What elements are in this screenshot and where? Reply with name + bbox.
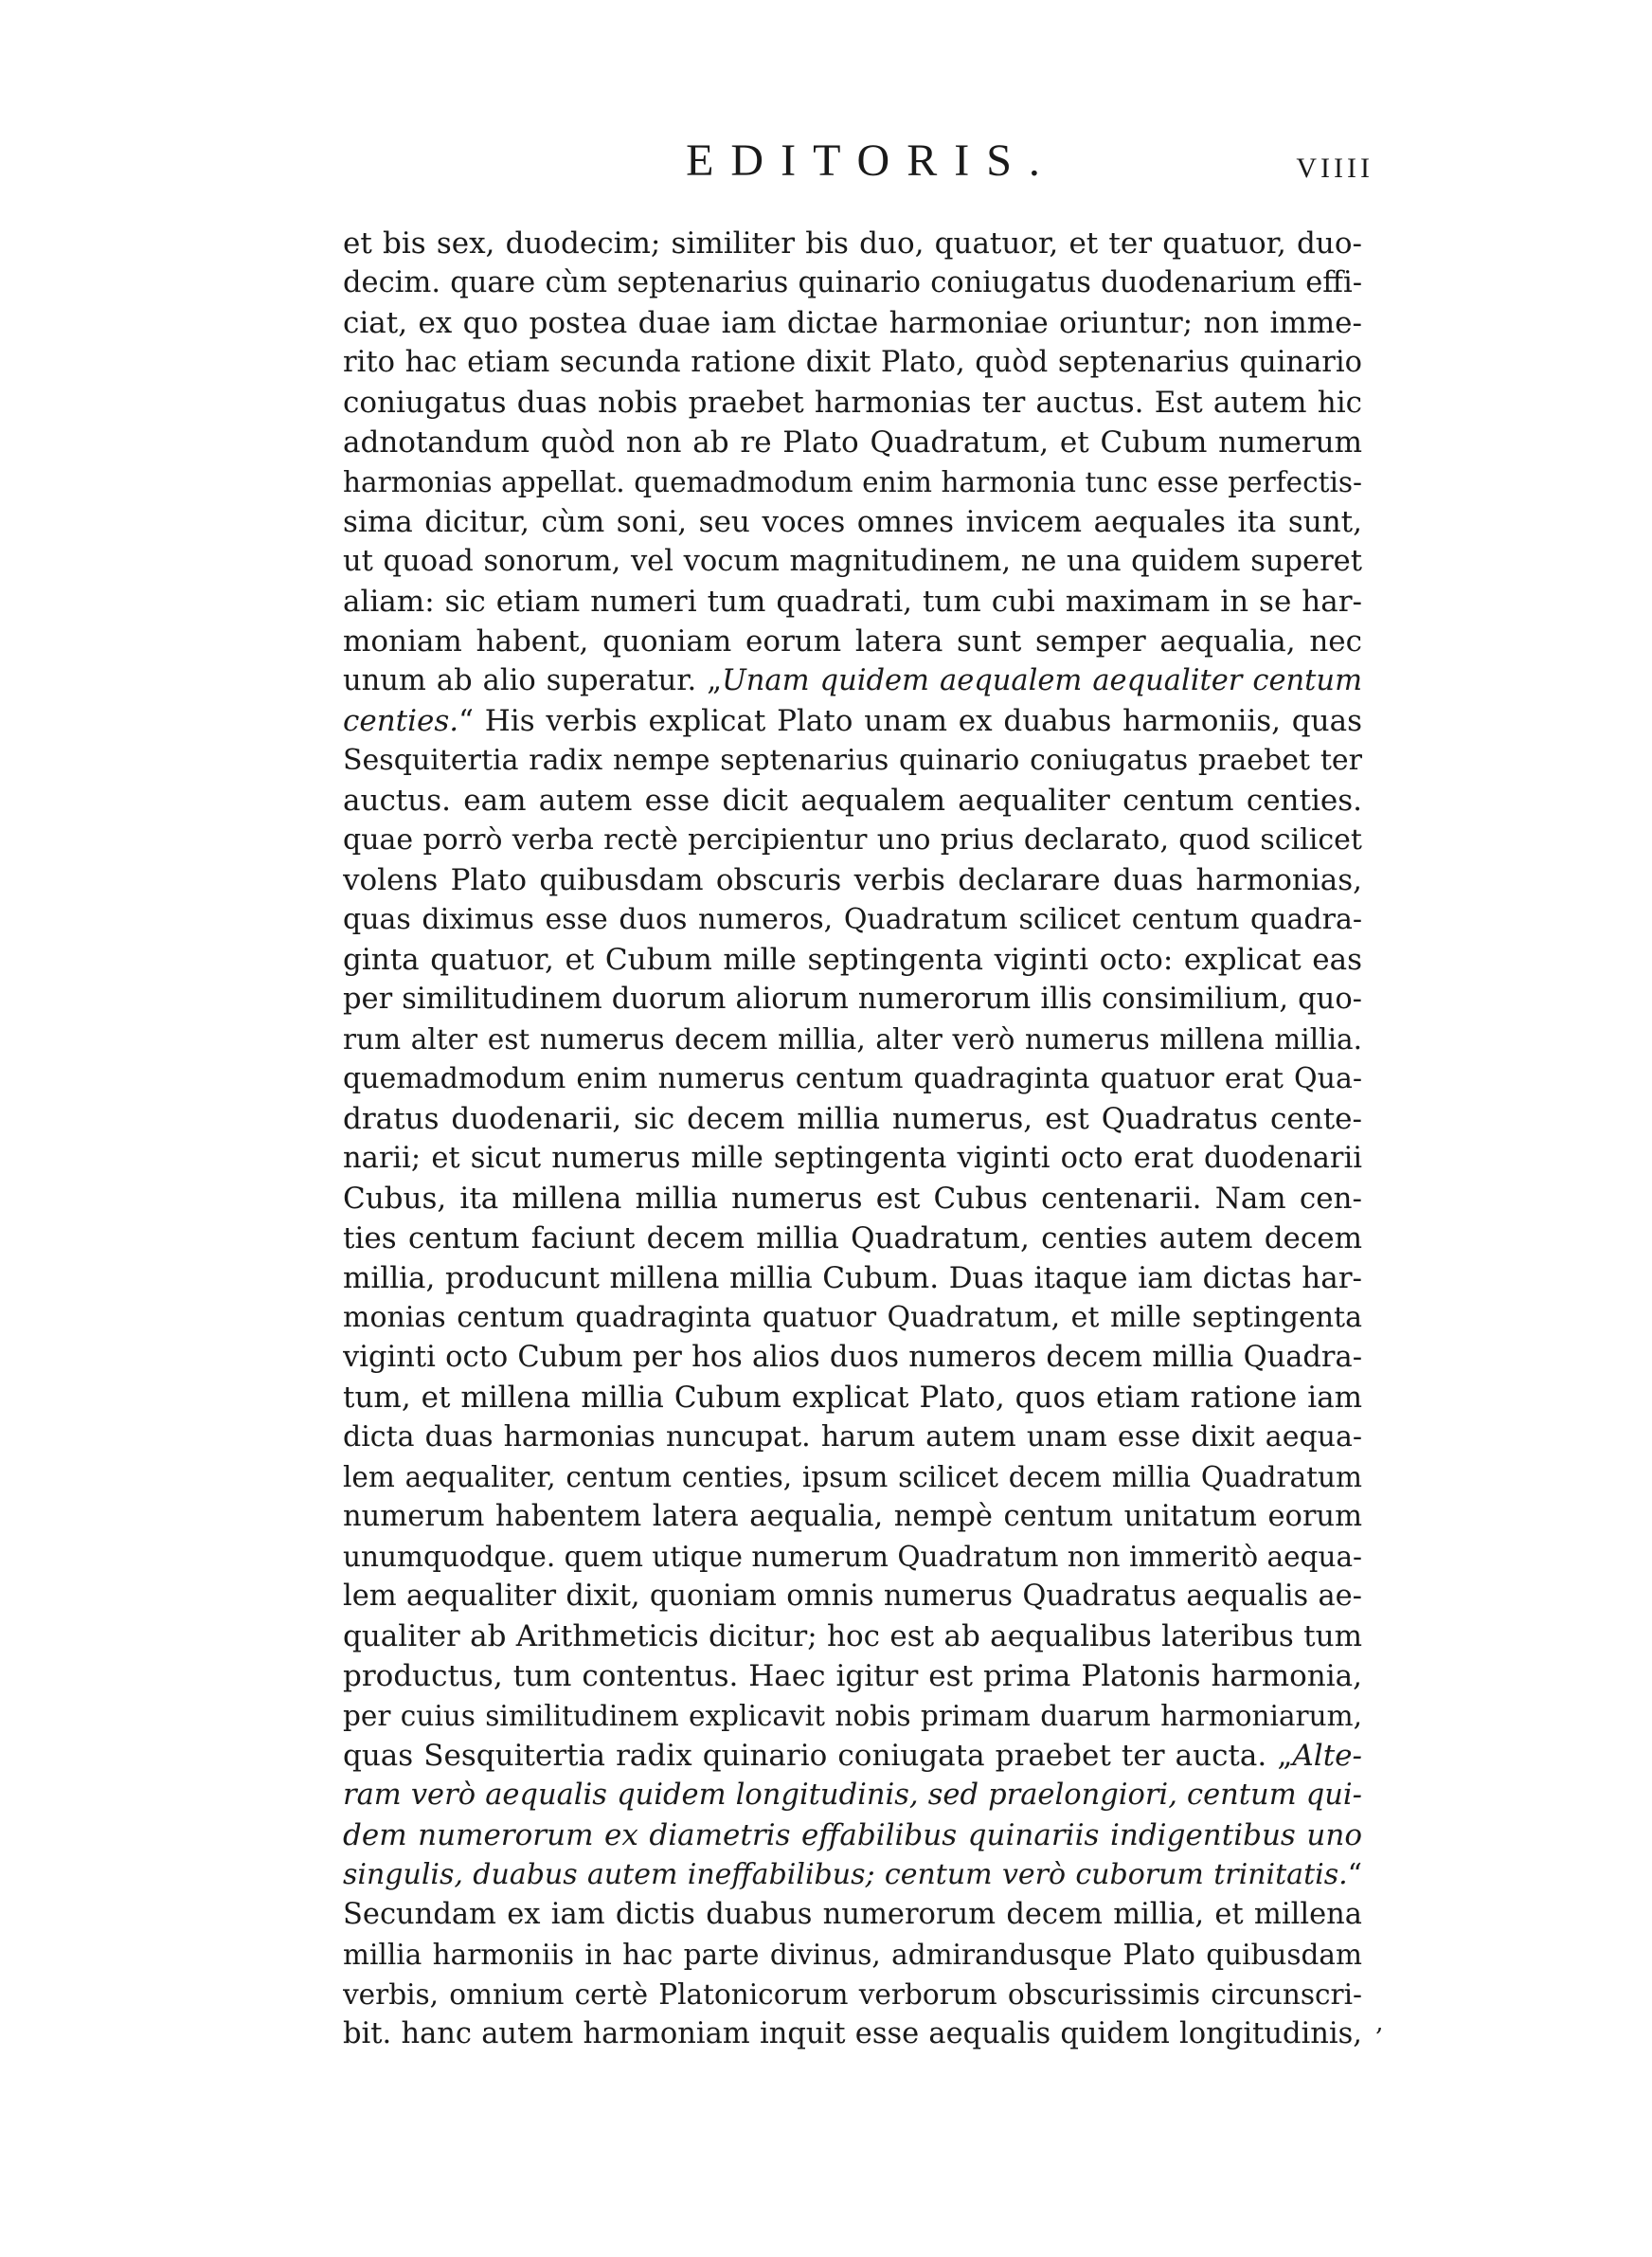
text-segment: ciat, ex quo postea duae iam dictae harmoniae oriuntur; non imme-	[343, 306, 1362, 340]
text-segment: “	[1347, 1858, 1362, 1891]
text-line	[343, 622, 1362, 661]
text-segment: lem aequaliter, centum centies, ipsum scilicet decem millia Quadratum	[343, 1461, 1362, 1493]
text-line	[343, 1656, 1362, 1696]
text-line	[343, 224, 1362, 263]
text-line	[343, 741, 1362, 781]
text-segment: millia, producunt millena millia Cubum. Duas itaque iam dictas har-	[343, 1261, 1362, 1295]
text-segment: quae porrò verba rectè percipientur uno prius declarato, quod scilicet	[343, 823, 1362, 857]
text-segment: lem aequaliter dixit, quoniam omnis numerus Quadratus aequalis ae-	[343, 1580, 1362, 1613]
text-segment: et bis sex, duodecim; similiter bis duo, quatuor, et ter quatuor, duo-	[343, 226, 1362, 261]
text-line	[343, 1139, 1362, 1179]
text-segment: quemadmodum enim numerus centum quadraginta quatuor erat Qua-	[343, 1062, 1362, 1095]
text-line	[343, 542, 1362, 582]
text-segment: qualiter ab Arithmeticis dicitur; hoc est ab aequalibus lateribus tum	[343, 1619, 1362, 1653]
text-line	[343, 980, 1362, 1020]
italic-quote-segment: dem numerorum ex diametris effabilibus quinariis indigentibus uno	[343, 1818, 1362, 1852]
text-segment: ut quoad sonorum, vel vocum magnitudinem, ne una quidem superet	[343, 545, 1362, 578]
text-segment: Sesquitertia radix nempe septenarius quinario coniugatus praebet ter	[343, 744, 1362, 777]
text-segment: verbis, omnium certè Platonicorum verborum obscurissimis circunscri-	[343, 1978, 1362, 2011]
text-line	[343, 1497, 1362, 1537]
text-segment: rito hac etiam secunda ratione dixit Plato, quòd septenarius quinario	[343, 346, 1362, 379]
text-segment: productus, tum contentus. Haec igitur est prima Platonis harmonia,	[343, 1659, 1362, 1693]
text-line	[343, 1935, 1362, 1975]
text-line	[343, 1975, 1362, 2014]
text-segment: rum alter est numerus decem millia, alter verò numerus millena millia.	[343, 1023, 1362, 1056]
italic-quote-segment: Alte-	[1292, 1739, 1362, 1773]
italic-quote-segment: centies.	[343, 704, 459, 738]
text-line	[343, 1020, 1362, 1059]
text-segment: quas diximus esse duos numeros, Quadratum scilicet centum quadra-	[343, 903, 1362, 936]
text-line	[343, 502, 1362, 542]
text-segment: “ His verbis explicat Plato unam ex duabus harmoniis, quas	[458, 704, 1362, 738]
text-segment: ties centum faciunt decem millia Quadratum, centies autem decem	[343, 1221, 1362, 1255]
text-line	[343, 2014, 1362, 2054]
text-segment: aliam: sic etiam numeri tum quadrati, tum cubi maximam in se har-	[343, 585, 1362, 619]
text-segment: adnotandum quòd non ab re Plato Quadratum, et Cubum numerum	[343, 425, 1362, 460]
text-segment: sima dicitur, cùm soni, seu voces omnes invicem aequales ita sunt,	[343, 505, 1362, 539]
text-segment: coniugatus duas nobis praebet harmonias ter auctus. Est autem hic	[343, 386, 1362, 420]
text-line	[343, 1537, 1362, 1577]
text-segment: ginta quatuor, et Cubum mille septingenta viginti octo: explicat eas	[343, 943, 1362, 977]
text-line	[343, 1059, 1362, 1099]
text-segment: tum, et millena millia Cubum explicat Plato, quos etiam ratione iam	[343, 1381, 1362, 1415]
text-segment: millia harmoniis in hac parte divinus, admirandusque Plato quibusdam	[343, 1939, 1362, 1971]
text-segment: numerum habentem latera aequalia, nempè centum unitatum eorum	[343, 1500, 1362, 1533]
text-line	[343, 303, 1362, 343]
text-segment: harmonias appellat. quemadmodum enim harmonia tunc esse perfectis-	[343, 466, 1362, 498]
text-line	[343, 661, 1362, 701]
text-segment: Secundam ex iam dictis duabus numerorum decem millia, et millena	[343, 1898, 1362, 1931]
margin-mark: ‚	[1375, 2009, 1384, 2037]
body-text	[343, 224, 1362, 2054]
text-line	[343, 1219, 1362, 1258]
text-line	[343, 860, 1362, 900]
text-segment: moniam habent, quoniam eorum latera sunt semper aequalia, nec	[343, 624, 1362, 659]
text-line	[343, 1179, 1362, 1219]
page-number: VIIII	[1296, 153, 1374, 184]
text-segment: auctus. eam autem esse dicit aequalem aequaliter centum centies.	[343, 784, 1362, 818]
text-line	[343, 263, 1362, 303]
text-segment: per similitudinem duorum aliorum numerorum illis consimilium, quo-	[343, 983, 1362, 1016]
text-line	[343, 1258, 1362, 1298]
text-line	[343, 1776, 1362, 1815]
text-segment: unumquodque. quem utique numerum Quadratum non immeritò aequa-	[343, 1541, 1362, 1573]
text-segment: narii; et sicut numerus mille septingenta viginti octo erat duodenarii	[343, 1142, 1362, 1175]
text-line	[343, 1736, 1362, 1776]
text-line	[343, 1577, 1362, 1616]
text-line	[343, 1457, 1362, 1497]
italic-quote-segment: Unam quidem aequalem aequaliter centum	[722, 664, 1362, 697]
text-line	[343, 900, 1362, 940]
text-segment: dratus duodenarii, sic decem millia numerus, est Quadratus cente-	[343, 1102, 1362, 1136]
text-line	[343, 1417, 1362, 1457]
text-segment: dicta duas harmonias nuncupat. harum autem unam esse dixit aequa-	[343, 1420, 1362, 1454]
text-line	[343, 1378, 1362, 1417]
text-segment: Cubus, ita millena millia numerus est Cubus centenarii. Nam cen-	[343, 1182, 1362, 1216]
text-line	[343, 1338, 1362, 1378]
text-segment: quas Sesquitertia radix quinario coniugata praebet ter aucta. „	[343, 1739, 1293, 1773]
text-segment: viginti octo Cubum per hos alios duos numeros decem millia Quadra-	[343, 1341, 1362, 1374]
text-segment: unum ab alio superatur. „	[343, 664, 723, 697]
text-segment: volens Plato quibusdam obscuris verbis declarare duas harmonias,	[343, 863, 1362, 897]
text-line	[343, 1298, 1362, 1338]
text-line	[343, 343, 1362, 383]
text-line	[343, 821, 1362, 860]
text-line	[343, 383, 1362, 423]
text-segment: decim. quare cùm septenarius quinario coniugatus duodenarium effi-	[343, 266, 1362, 299]
text-line	[343, 423, 1362, 462]
text-segment: per cuius similitudinem explicavit nobis primam duarum harmoniarum,	[343, 1700, 1362, 1732]
text-line	[343, 1815, 1362, 1855]
text-line	[343, 462, 1362, 502]
text-line	[343, 1696, 1362, 1736]
running-head-title: EDITORIS.	[686, 135, 1057, 186]
text-line	[343, 781, 1362, 821]
text-line	[343, 1616, 1362, 1656]
text-segment: bit. hanc autem harmoniam inquit esse aequalis quidem longitudinis,	[343, 2017, 1362, 2050]
text-line	[343, 1855, 1362, 1895]
text-line	[343, 1895, 1362, 1935]
text-line	[343, 701, 1362, 741]
italic-quote-segment: ram verò aequalis quidem longitudinis, sed praelongiori, centum qui-	[343, 1779, 1362, 1812]
italic-quote-segment: singulis, duabus autem ineffabilibus; centum verò cuborum trinitatis.	[343, 1858, 1348, 1891]
text-line	[343, 1099, 1362, 1139]
text-line	[343, 582, 1362, 622]
text-segment: monias centum quadraginta quatuor Quadratum, et mille septingenta	[343, 1301, 1362, 1334]
text-line	[343, 940, 1362, 980]
